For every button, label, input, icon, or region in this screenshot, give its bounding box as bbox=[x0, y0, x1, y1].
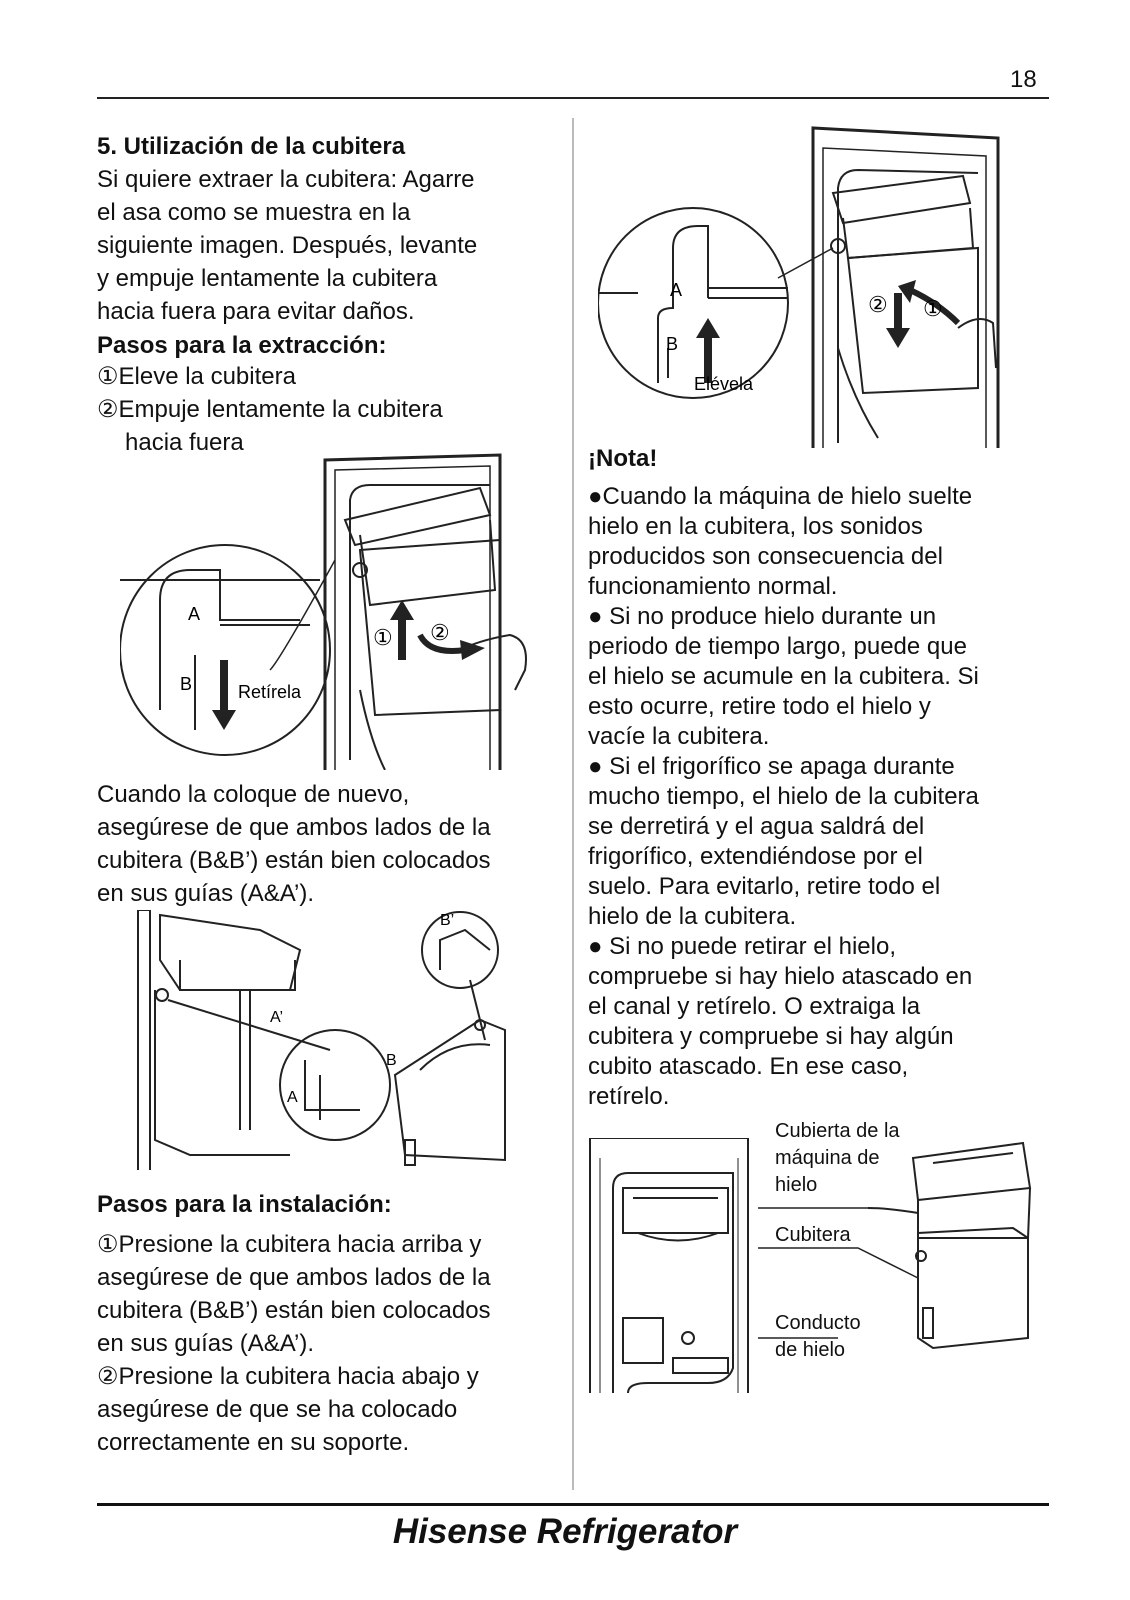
install-line: ①Presione la cubitera hacia arriba y bbox=[97, 1231, 482, 1258]
intro-line: el asa como se muestra en la bbox=[97, 199, 411, 226]
removal-step: ②Empuje lentamente la cubitera bbox=[97, 396, 443, 423]
bucket-label: Cubitera bbox=[775, 1224, 851, 1246]
page-number: 18 bbox=[1010, 66, 1037, 93]
cover-label-line: hielo bbox=[775, 1174, 818, 1196]
chute-label-line: de hielo bbox=[775, 1339, 846, 1361]
section-heading: 5. Utilización de la cubitera bbox=[97, 133, 406, 160]
note-line: producidos son consecuencia del bbox=[588, 543, 943, 570]
note-line: ● Si no puede retirar el hielo, bbox=[588, 933, 897, 960]
install-line: en sus guías (A&A’). bbox=[97, 1330, 314, 1357]
bottom-rule bbox=[97, 1503, 1049, 1506]
chute-label bbox=[775, 1310, 861, 1364]
note-heading: ¡Nota! bbox=[588, 445, 658, 472]
detail-circle-a bbox=[280, 1030, 390, 1140]
label-b: B bbox=[386, 1052, 397, 1069]
ice-maker-cover bbox=[345, 488, 490, 545]
removal-step: ①Eleve la cubitera bbox=[97, 363, 296, 390]
step-2-marker: ② bbox=[430, 620, 450, 645]
note-line: hielo de la cubitera. bbox=[588, 903, 797, 930]
note-line: el hielo se acumule en la cubitera. Si bbox=[588, 663, 979, 690]
replace-line: Cuando la coloque de nuevo, bbox=[97, 781, 410, 808]
install-line: asegúrese de que se ha colocado bbox=[97, 1396, 458, 1423]
note-line: esto ocurre, retire todo el hielo y bbox=[588, 693, 931, 720]
install-line: correctamente en su soporte. bbox=[97, 1429, 410, 1456]
cover-label-line: Cubierta de la bbox=[775, 1120, 900, 1142]
install-heading: Pasos para la instalación: bbox=[97, 1191, 392, 1218]
label-b-prime: B’ bbox=[440, 912, 455, 929]
step-2-marker: ② bbox=[868, 292, 888, 317]
removal-figure bbox=[120, 440, 540, 770]
removal-heading: Pasos para la extracción: bbox=[97, 332, 387, 359]
label-b: B bbox=[180, 674, 193, 694]
step-1-marker: ① bbox=[373, 625, 393, 650]
ice-maker-unit bbox=[623, 1188, 728, 1233]
chute-label-line: Conducto bbox=[775, 1312, 861, 1334]
down-arrow bbox=[886, 293, 910, 348]
note-line: compruebe si hay hielo atascado en bbox=[588, 963, 973, 990]
fridge-door-outline bbox=[325, 455, 500, 770]
removal-step: hacia fuera bbox=[125, 429, 244, 456]
top-rule bbox=[97, 97, 1049, 99]
note-line: retírelo. bbox=[588, 1083, 670, 1110]
intro-line: hacia fuera para evitar daños. bbox=[97, 298, 415, 325]
fridge-interior-outline bbox=[138, 910, 150, 1170]
label-a: A bbox=[287, 1089, 298, 1106]
install-paragraph bbox=[97, 1228, 547, 1459]
install-line: ②Presione la cubitera hacia abajo y bbox=[97, 1363, 479, 1390]
components-figure-fridge bbox=[588, 1138, 758, 1398]
label-a: A bbox=[188, 604, 201, 624]
action-label: Elévela bbox=[694, 374, 754, 394]
intro-line: y empuje lentamente la cubitera bbox=[97, 265, 438, 292]
note-line: cubitera y compruebe si hay algún bbox=[588, 1023, 954, 1050]
label-b: B bbox=[666, 334, 679, 354]
intro-line: Si quiere extraer la cubitera: Agarre bbox=[97, 166, 475, 193]
note-line: mucho tiempo, el hielo de la cubitera bbox=[588, 783, 979, 810]
intro-line: siguiente imagen. Después, levante bbox=[97, 232, 478, 259]
detail-circle bbox=[598, 208, 788, 398]
note-line: hielo en la cubitera, los sonidos bbox=[588, 513, 923, 540]
guides-figure bbox=[130, 910, 530, 1180]
cover-label-line: máquina de bbox=[775, 1147, 880, 1169]
cover-label bbox=[775, 1118, 900, 1199]
note-line: ● Si el frigorífico se apaga durante bbox=[588, 753, 955, 780]
note-line: ● Si no produce hielo durante un bbox=[588, 603, 937, 630]
note-line: cubito atascado. En ese caso, bbox=[588, 1053, 909, 1080]
step-1-marker: ① bbox=[923, 296, 943, 321]
column-divider bbox=[572, 118, 574, 1490]
note-line: ●Cuando la máquina de hielo suelte bbox=[588, 483, 973, 510]
down-arrow bbox=[212, 660, 236, 730]
intro-paragraph bbox=[97, 163, 547, 328]
install-line: cubitera (B&B’) están bien colocados bbox=[97, 1297, 491, 1324]
note-line: periodo de tiempo largo, puede que bbox=[588, 633, 967, 660]
note-paragraph bbox=[588, 482, 1038, 1112]
footer-brand: Hisense Refrigerator bbox=[392, 1512, 738, 1551]
note-line: se derretirá y el agua saldrá del bbox=[588, 813, 925, 840]
note-line: vacíe la cubitera. bbox=[588, 723, 770, 750]
note-line: frigorífico, extendiéndose por el bbox=[588, 843, 923, 870]
note-line: el canal y retírelo. O extraiga la bbox=[588, 993, 921, 1020]
replace-line: cubitera (B&B’) están bien colocados bbox=[97, 847, 491, 874]
install-line: asegúrese de que ambos lados de la bbox=[97, 1264, 491, 1291]
ice-maker-cover bbox=[833, 176, 970, 223]
label-a-prime: A’ bbox=[270, 1009, 284, 1026]
label-a: A bbox=[670, 280, 683, 300]
ice-bucket-illustration bbox=[918, 1228, 1028, 1348]
replace-line: en sus guías (A&A’). bbox=[97, 880, 314, 907]
detail-circle-b bbox=[422, 912, 498, 988]
note-line: suelo. Para evitarlo, retire todo el bbox=[588, 873, 941, 900]
action-label: Retírela bbox=[238, 682, 302, 702]
note-line: funcionamiento normal. bbox=[588, 573, 838, 600]
replace-line: asegúrese de que ambos lados de la bbox=[97, 814, 491, 841]
up-arrow bbox=[390, 600, 414, 660]
ice-maker-cover bbox=[913, 1143, 1030, 1200]
replace-paragraph bbox=[97, 778, 547, 910]
leader-line bbox=[758, 1248, 918, 1278]
lift-figure bbox=[598, 118, 1028, 448]
